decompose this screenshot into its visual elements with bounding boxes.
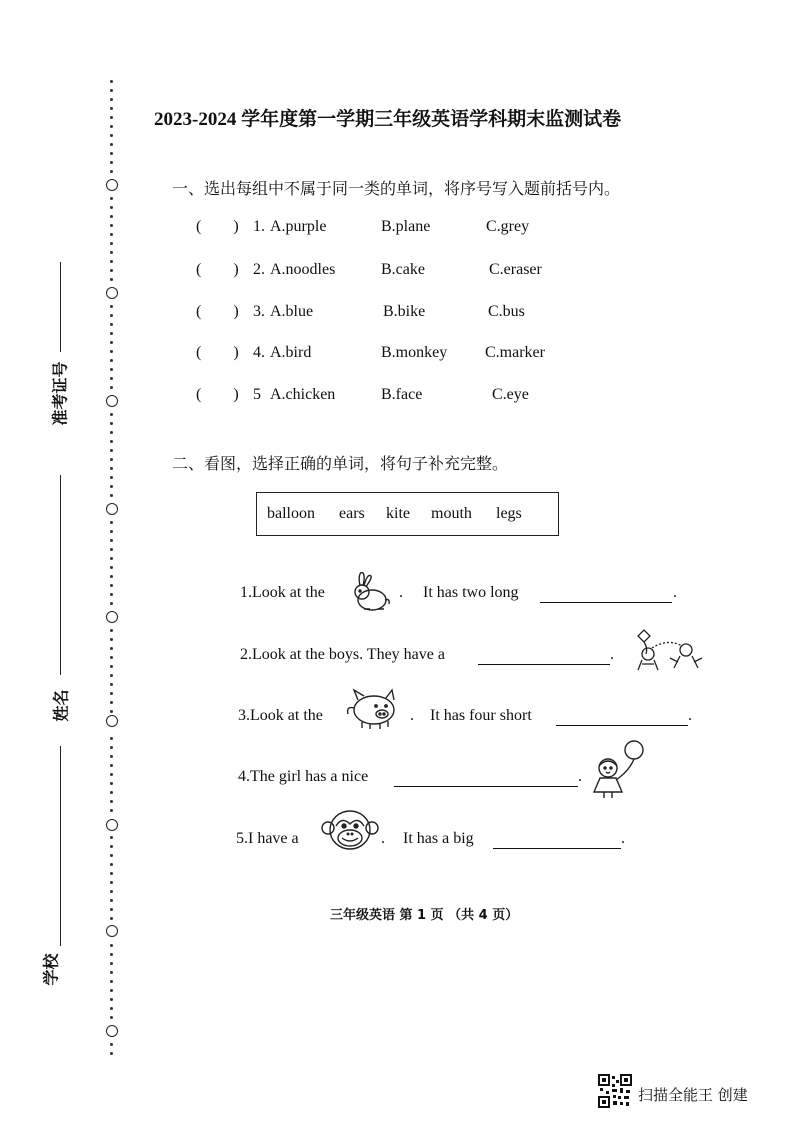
seal-dot	[110, 782, 113, 785]
answer-paren[interactable]: ( )	[196, 386, 239, 403]
option-c: C.marker	[485, 344, 545, 361]
seal-dot	[110, 314, 113, 317]
answer-paren[interactable]: ( )	[196, 218, 239, 235]
word-bank-item: ears	[339, 505, 365, 522]
seal-dot	[110, 1043, 113, 1046]
section1-heading: 一、选出每组中不属于同一类的单词，将序号写入题前括号内。	[172, 179, 621, 198]
seal-dot	[110, 980, 113, 983]
seal-dot	[110, 881, 113, 884]
watermark-text: 扫描全能王 创建	[638, 1086, 748, 1104]
seal-dot	[110, 215, 113, 218]
seal-dot	[110, 836, 113, 839]
pig-picture	[342, 686, 404, 737]
option-a: A.bird	[270, 344, 312, 361]
seal-dot	[110, 971, 113, 974]
seal-ring	[106, 925, 118, 937]
answer-paren[interactable]: ( )	[196, 303, 239, 320]
seal-dot	[110, 377, 113, 380]
sentence-1-start: 1.Look at the	[240, 584, 325, 601]
seal-dot	[110, 656, 113, 659]
seal-dot	[110, 89, 113, 92]
sentence-1-period: .	[399, 584, 403, 601]
option-a: A.noodles	[270, 261, 336, 278]
sentence-5-end: .	[621, 830, 625, 847]
seal-dot	[110, 323, 113, 326]
seal-dot	[110, 953, 113, 956]
word-bank	[256, 492, 559, 536]
seal-dot	[110, 638, 113, 641]
seal-dot	[110, 233, 113, 236]
list-item	[196, 386, 239, 404]
seal-dot	[110, 413, 113, 416]
seal-dot	[110, 242, 113, 245]
answer-blank-1[interactable]	[540, 586, 672, 603]
seal-dot	[110, 764, 113, 767]
seal-dot	[110, 350, 113, 353]
seal-dot	[110, 593, 113, 596]
item-number: 2.	[253, 261, 265, 278]
list-item	[196, 261, 239, 279]
seal-dot	[110, 809, 113, 812]
seal-dot	[110, 647, 113, 650]
sentence-2-end: .	[610, 646, 614, 663]
qr-code-icon	[598, 1074, 632, 1113]
seal-dot	[110, 890, 113, 893]
boys-kite-picture	[630, 626, 710, 681]
seal-dot	[110, 125, 113, 128]
seal-dot	[110, 161, 113, 164]
option-b: B.face	[381, 386, 423, 403]
sentence-3-middle: It has four short	[430, 707, 532, 724]
word-bank-item: kite	[386, 505, 410, 522]
seal-dot	[110, 557, 113, 560]
seal-dot	[110, 863, 113, 866]
seal-dot	[110, 1016, 113, 1019]
seal-dot	[110, 1007, 113, 1010]
seal-dot	[110, 737, 113, 740]
seal-dot	[110, 368, 113, 371]
seal-dot	[110, 107, 113, 110]
seal-ring	[106, 287, 118, 299]
seal-dot	[110, 359, 113, 362]
sentence-5-middle: It has a big	[403, 830, 474, 847]
word-bank-item: legs	[496, 505, 522, 522]
option-a: A.chicken	[270, 386, 336, 403]
seal-dot	[110, 899, 113, 902]
seal-dot	[110, 773, 113, 776]
school-line	[60, 746, 61, 946]
seal-dot	[110, 800, 113, 803]
seal-dot	[110, 494, 113, 497]
seal-ring	[106, 611, 118, 623]
option-b: B.monkey	[381, 344, 448, 361]
seal-dot	[110, 575, 113, 578]
seal-ring	[106, 819, 118, 831]
seal-dot	[110, 683, 113, 686]
seal-dot	[110, 98, 113, 101]
seal-dot	[110, 674, 113, 677]
sentence-1-middle: It has two long	[423, 584, 519, 601]
item-number: 1.	[253, 218, 265, 235]
option-b: B.bike	[383, 303, 426, 320]
seal-dot	[110, 1052, 113, 1055]
option-c: C.bus	[488, 303, 525, 320]
seal-dot	[110, 476, 113, 479]
seal-dot	[110, 701, 113, 704]
seal-dot	[110, 305, 113, 308]
seal-dot	[110, 269, 113, 272]
list-item	[196, 218, 239, 236]
sentence-2-start: 2.Look at the boys. They have a	[240, 646, 445, 663]
option-c: C.eraser	[489, 261, 542, 278]
seal-dot	[110, 917, 113, 920]
sentence-3-start: 3.Look at the	[238, 707, 323, 724]
seal-ring	[106, 1025, 118, 1037]
girl-balloon-picture	[586, 738, 648, 807]
exam-id-line	[60, 262, 61, 352]
rabbit-picture	[350, 570, 396, 621]
seal-dot	[110, 440, 113, 443]
seal-dot	[110, 251, 113, 254]
seal-dot	[110, 791, 113, 794]
seal-dot	[110, 467, 113, 470]
seal-dot	[110, 962, 113, 965]
seal-dot	[110, 278, 113, 281]
seal-dot	[110, 845, 113, 848]
sentence-5-start: 5.I have a	[236, 830, 299, 847]
option-c: C.grey	[486, 218, 530, 235]
seal-dot	[110, 341, 113, 344]
list-item	[196, 303, 239, 321]
sentence-1-end: .	[673, 584, 677, 601]
seal-dot	[110, 206, 113, 209]
section2-heading: 二、看图，选择正确的单词，将句子补充完整。	[172, 454, 509, 473]
seal-dot	[110, 710, 113, 713]
seal-dot	[110, 143, 113, 146]
seal-dot	[110, 170, 113, 173]
seal-dot	[110, 530, 113, 533]
word-bank-item: mouth	[431, 505, 472, 522]
page-title: 2023-2024 学年度第一学期三年级英语学科期末监测试卷	[154, 109, 622, 130]
option-c: C.eye	[492, 386, 529, 403]
seal-dot	[110, 998, 113, 1001]
seal-dot	[110, 197, 113, 200]
seal-dot	[110, 224, 113, 227]
seal-dot	[110, 944, 113, 947]
seal-ring	[106, 179, 118, 191]
sentence-5-period: .	[381, 830, 385, 847]
seal-dot	[110, 908, 113, 911]
school-label: 学校	[41, 953, 61, 986]
seal-dot	[110, 458, 113, 461]
seal-dot	[110, 692, 113, 695]
answer-blank-5[interactable]	[493, 832, 621, 849]
seal-dot	[110, 629, 113, 632]
seal-ring	[106, 395, 118, 407]
seal-dot	[110, 872, 113, 875]
answer-blank-2[interactable]	[478, 648, 610, 665]
answer-paren[interactable]: ( )	[196, 261, 239, 278]
seal-dot	[110, 665, 113, 668]
seal-dot	[110, 332, 113, 335]
seal-dot	[110, 431, 113, 434]
answer-paren[interactable]: ( )	[196, 344, 239, 361]
seal-dot	[110, 449, 113, 452]
seal-dot	[110, 134, 113, 137]
name-label: 姓名	[51, 689, 71, 722]
option-b: B.plane	[381, 218, 431, 235]
option-a: A.purple	[270, 218, 327, 235]
seal-dot	[110, 989, 113, 992]
seal-ring	[106, 503, 118, 515]
sentence-3-end: .	[688, 707, 692, 724]
answer-blank-4[interactable]	[394, 770, 578, 787]
item-number: 4.	[253, 344, 265, 361]
seal-dot	[110, 602, 113, 605]
seal-ring	[106, 715, 118, 727]
seal-dot	[110, 566, 113, 569]
name-line	[60, 475, 61, 675]
exam-id-label: 准考证号	[50, 361, 70, 426]
option-a: A.blue	[270, 303, 314, 320]
sentence-4-start: 4.The girl has a nice	[238, 768, 369, 785]
page-footer: 三年级英语 第 1 页 （共 4 页）	[330, 908, 519, 923]
monkey-face-picture	[320, 806, 380, 859]
sentence-3-period: .	[410, 707, 414, 724]
seal-dot	[110, 584, 113, 587]
seal-dot	[110, 152, 113, 155]
seal-dot	[110, 80, 113, 83]
seal-dot	[110, 386, 113, 389]
seal-dot	[110, 260, 113, 263]
seal-dot	[110, 746, 113, 749]
seal-dot	[110, 521, 113, 524]
seal-dot	[110, 755, 113, 758]
seal-dot	[110, 116, 113, 119]
seal-dot	[110, 422, 113, 425]
word-bank-item: balloon	[267, 505, 315, 522]
item-number: 3.	[253, 303, 265, 320]
answer-blank-3[interactable]	[556, 709, 688, 726]
seal-dot	[110, 485, 113, 488]
list-item	[196, 344, 239, 362]
sentence-4-end: .	[578, 768, 582, 785]
item-number: 5	[253, 386, 261, 403]
seal-dot	[110, 854, 113, 857]
seal-line	[104, 80, 120, 1060]
option-b: B.cake	[381, 261, 425, 278]
seal-dot	[110, 539, 113, 542]
seal-dot	[110, 548, 113, 551]
